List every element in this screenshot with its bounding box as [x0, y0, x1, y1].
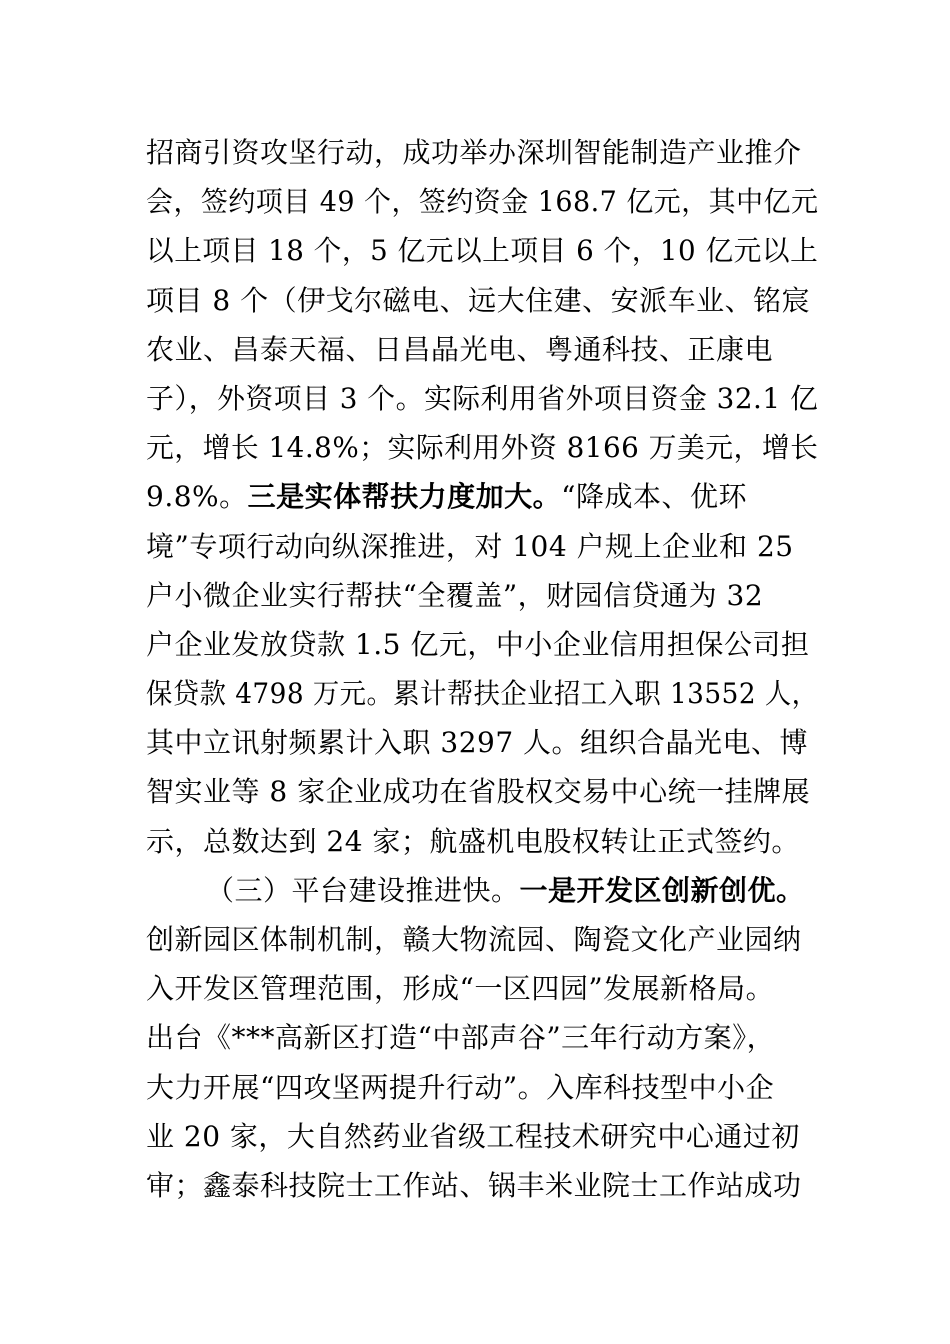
bold-heading-text: 一是开发区创新创优。 [519, 873, 805, 907]
text-line [146, 718, 818, 767]
body-text-segment: 以上项目 18 个，5 亿元以上项目 6 个，10 亿元以上 [146, 234, 819, 268]
text-line [146, 620, 818, 669]
body-text-segment: “降成本、优环 [561, 480, 747, 514]
body-text-segment: 子），外资项目 3 个。实际利用省外项目资金 32.1 亿 [146, 381, 819, 415]
body-text-segment: 会，签约项目 49 个，签约资金 168.7 亿元，其中亿元 [146, 185, 819, 219]
body-text-segment: 境”专项行动向纵深推进，对 104 户规上企业和 25 [146, 529, 794, 563]
body-text-segment: 农业、昌泰天福、日昌晶光电、粤通科技、正康电 [146, 332, 774, 366]
text-line [146, 472, 818, 521]
body-text-segment: 示，总数达到 24 家；航盛机电股权转让正式签约。 [146, 824, 800, 858]
body-text-segment: 创新园区体制机制，赣大物流园、陶瓷文化产业园纳 [146, 923, 802, 956]
bold-heading-text: 三是实体帮扶力度加大。 [247, 480, 562, 514]
text-line [146, 1063, 818, 1112]
text-line [146, 571, 818, 620]
body-text-segment: 户小微企业实行帮扶“全覆盖”，财园信贷通为 32 [146, 578, 764, 612]
text-line [146, 423, 819, 472]
text-line [146, 817, 818, 866]
body-text-segment: 9.8%。 [146, 480, 248, 514]
text-line [146, 866, 818, 915]
body-text-segment: 项目 8 个（伊戈尔磁电、远大住建、安派车业、铭宸 [146, 283, 811, 317]
body-text-segment: 元，增长 14.8%；实际利用外资 8166 万美元，增长 [146, 431, 819, 465]
text-line [146, 915, 818, 964]
text-line [146, 276, 818, 325]
body-text-segment: 出台《***高新区打造“中部声谷”三年行动方案》， [146, 1021, 776, 1055]
body-text-segment: 入开发区管理范围，形成“一区四园”发展新格局。 [146, 972, 775, 1006]
body-text-segment: 户企业发放贷款 1.5 亿元，中小企业信用担保公司担 [146, 627, 810, 661]
body-text-segment: （三）平台建设推进快。 [206, 873, 520, 907]
text-line [146, 669, 819, 718]
text-line [146, 1013, 818, 1062]
body-text-segment: 保贷款 4798 万元。累计帮扶企业招工入职 13552 人， [146, 677, 819, 711]
body-text-segment: 大力开展“四攻坚两提升行动”。入库科技型中小企 [146, 1070, 775, 1104]
body-text-segment: 招商引资攻坚行动，成功举办深圳智能制造产业推介 [146, 136, 802, 169]
text-line [146, 1112, 818, 1161]
text-line [146, 325, 818, 374]
text-line [146, 177, 819, 226]
text-line [146, 226, 819, 275]
body-text-segment: 智实业等 8 家企业成功在省股权交易中心统一挂牌展 [146, 775, 811, 809]
text-line [146, 1161, 818, 1210]
body-text-segment: 业 20 家，大自然药业省级工程技术研究中心通过初 [146, 1119, 800, 1153]
text-line [146, 964, 818, 1013]
text-line [146, 128, 818, 177]
body-text [146, 128, 818, 1210]
body-text-segment: 其中立讯射频累计入职 3297 人。组织合晶光电、博 [146, 726, 809, 760]
body-text-segment: 审；鑫泰科技院士工作站、锅丰米业院士工作站成功 [146, 1168, 802, 1202]
text-line [146, 522, 818, 571]
text-line [146, 767, 818, 816]
text-line [146, 374, 819, 423]
